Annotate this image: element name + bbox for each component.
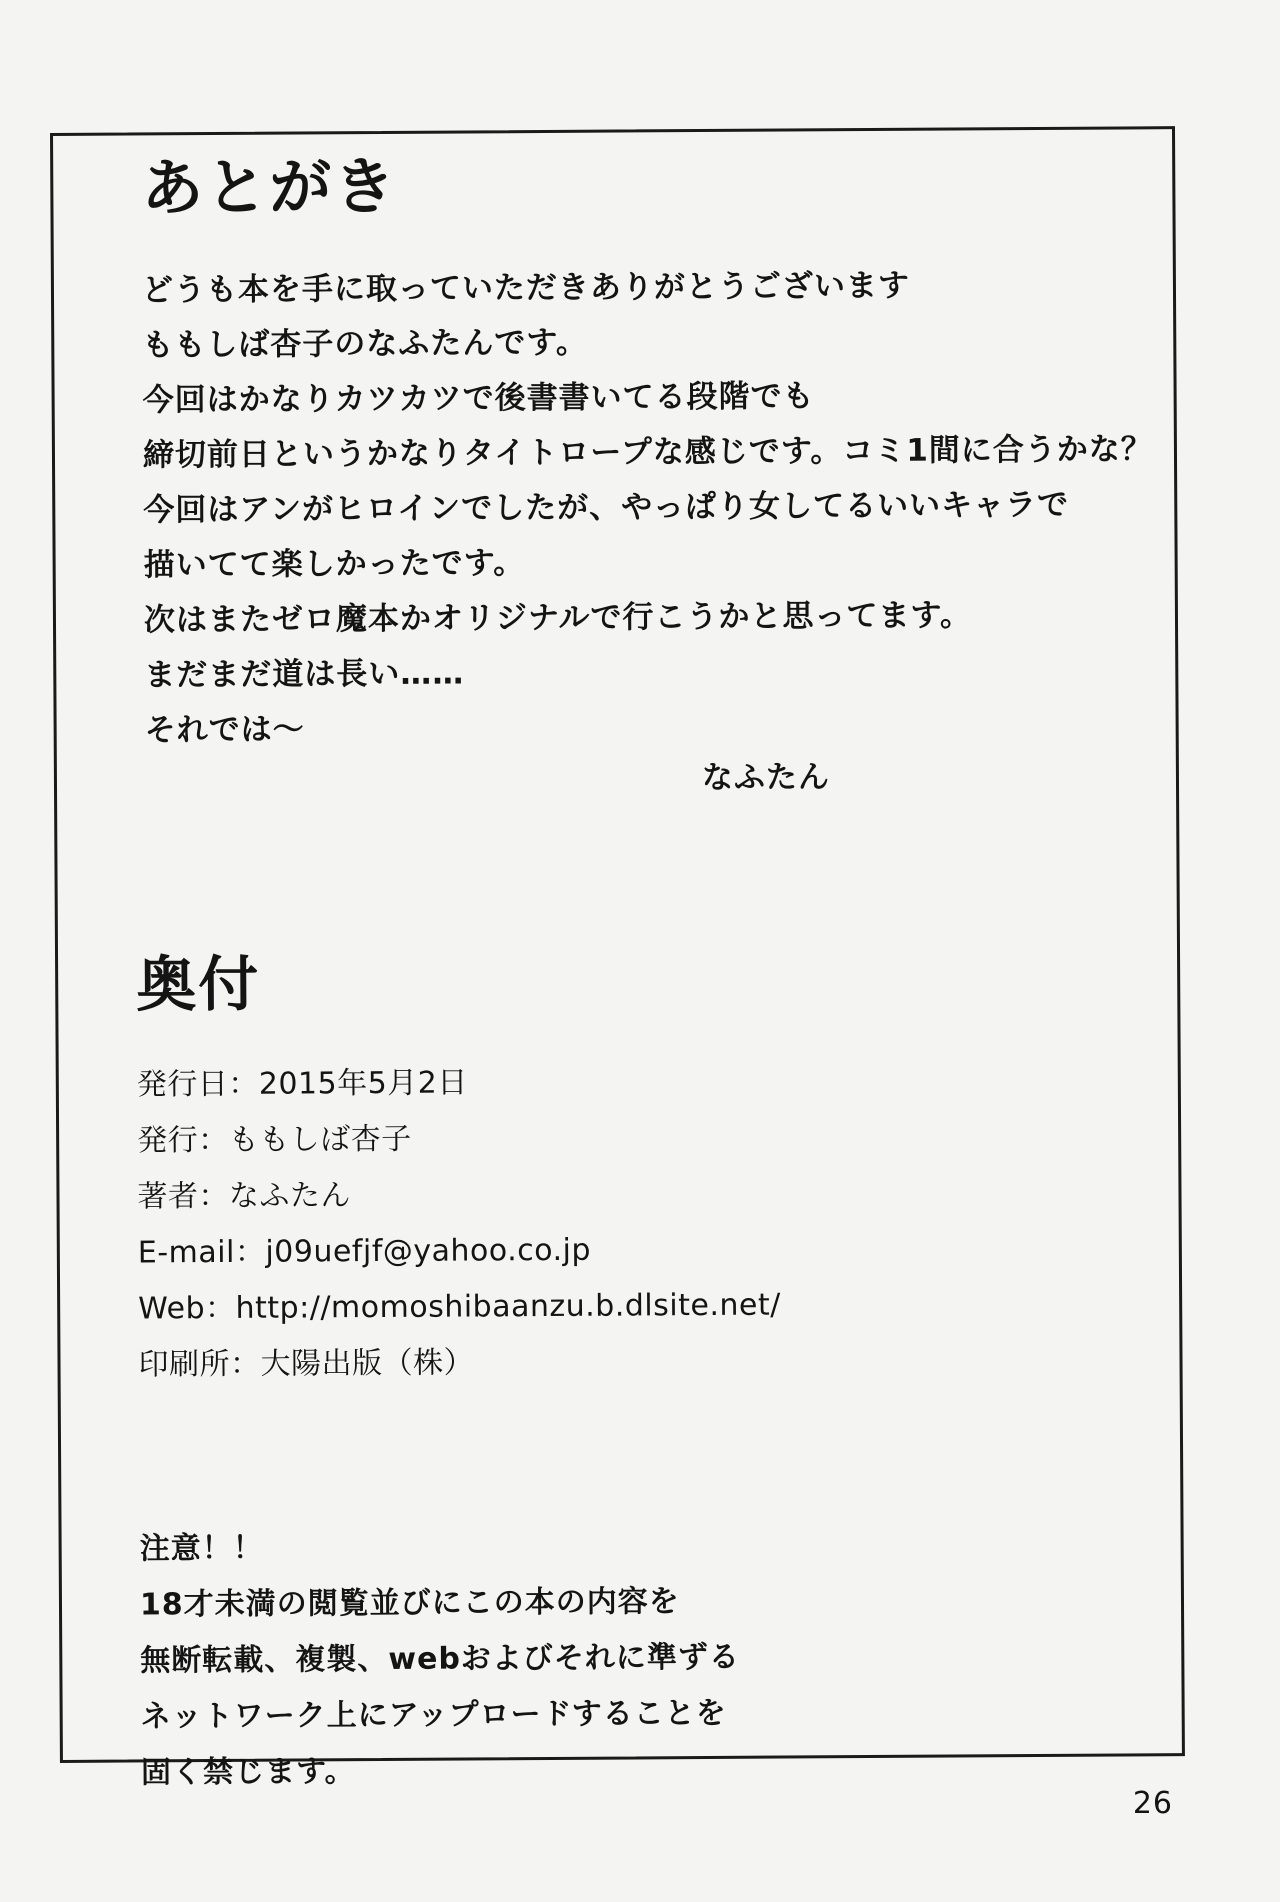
warning-line: 固く禁じます。 xyxy=(140,1754,356,1791)
author: 著者：なふたん xyxy=(137,1178,352,1215)
colophon-title: 奥付 xyxy=(135,949,261,1021)
afterword-line: どうも本を手に取っていただきありがとうございます xyxy=(141,267,911,309)
warning-line: 無断転載、複製、webおよびそれに準ずる xyxy=(140,1639,740,1679)
printer: 印刷所：大陽出版（株） xyxy=(138,1345,475,1383)
afterword-body xyxy=(141,257,1153,758)
warning-heading: 注意！！ xyxy=(139,1530,264,1567)
website: Web：http://momoshibaanzu.b.dlsite.net/ xyxy=(138,1287,781,1327)
warning-notice xyxy=(139,1515,1141,1801)
author-signature: なふたん xyxy=(701,759,831,797)
publisher: 発行：ももしば杏子 xyxy=(137,1121,412,1159)
afterword-line: 今回はかなりカツカツで後書書いてる段階でも xyxy=(142,378,815,419)
afterword-line: ももしば杏子のなふたんです。 xyxy=(142,324,588,364)
afterword-line: まだまだ道は長い…… xyxy=(144,655,465,694)
afterword-title: あとがき xyxy=(141,149,398,225)
publish-date: 発行日：2015年5月2日 xyxy=(136,1065,468,1103)
warning-line: ネットワーク上にアップロードすることを xyxy=(140,1695,727,1735)
page-frame xyxy=(50,126,1185,1791)
warning-line: 18才未満の閲覧並びにこの本の内容を xyxy=(139,1584,680,1623)
afterword-line: 今回はアンがヒロインでしたが、やっぱり女してるいいキャラで xyxy=(143,486,1070,529)
colophon-details xyxy=(137,1051,1139,1393)
afterword-line: 次はまたゼロ魔本かオリジナルで行こうかと思ってます。 xyxy=(143,597,973,639)
email: E-mail：j09uefjf@yahoo.co.jp xyxy=(137,1232,592,1271)
afterword-line: それでは～ xyxy=(144,711,305,749)
afterword-line: 描いてて楽しかったです。 xyxy=(143,545,526,584)
afterword-line: 締切前日というかなりタイトロープな感じです。コミ1間に合うかな？ xyxy=(142,431,1153,474)
page-number: 26 xyxy=(1132,1786,1173,1821)
